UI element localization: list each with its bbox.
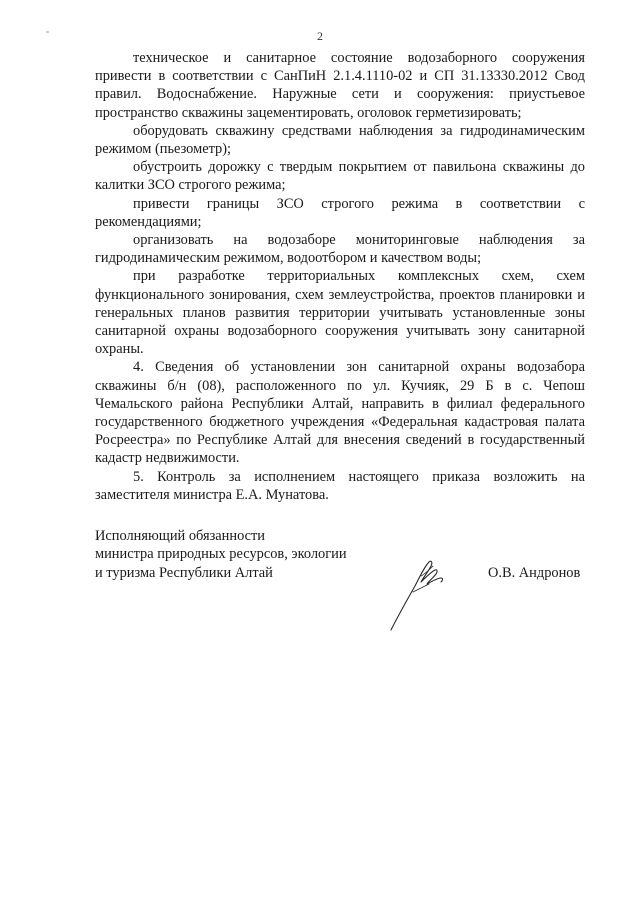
handwritten-signature xyxy=(385,556,455,632)
signatory-position-line: министра природных ресурсов, экологии xyxy=(95,546,347,563)
paragraph-path: обустроить дорожку с твердым покрытием от павильона скважины до калитки ЗСО строгого режима; xyxy=(95,159,585,194)
paragraph-control: 5. Контроль за исполнением настоящего приказа возложить на заместителя министра Е.А. Мунатова. xyxy=(95,468,585,503)
paragraph-condition: техническое и санитарное состояние водозаборного сооружения привести в соответствии с СанПиН 2.1.4.1110-02 и СП 31.13330.2012 Свод правил. Водоснабжение. Наружные сети и сооружения: приустьевое пространство скважины зацементировать, оголовок герметизировать; xyxy=(95,50,585,121)
signatory-name: О.В. Андронов xyxy=(488,565,581,581)
signatory-position-line: Исполняющий обязанности xyxy=(95,528,266,544)
paragraph-planning: при разработке территориальных комплексных схем, схем функционального зонирования, схем землеустройства, проектов планировки и генеральных планов развития территории учитывать установленные зоны санитарной охраны водозаборного сооружения учитывать зону санитарной охраны. xyxy=(95,268,585,358)
paragraph-boundaries: привести границы ЗСО строгого режима в соответствии с рекомендациями; xyxy=(95,195,585,230)
document-body xyxy=(95,49,585,504)
paragraph-observations: организовать на водозаборе мониторинговые наблюдения за гидродинамическим режимом, водоотбором и качеством воды; xyxy=(95,232,585,267)
paragraph-cadastre: 4. Сведения об установлении зон санитарной охраны водозабора скважины б/н (08), расположенного по ул. Кучияк, 29 Б в с. Чепош Чемальского района Республики Алтай, направить в филиал федерального государственного бюджетного учреждения «Федеральная кадастровая палата Росреестра» по Республике Алтай для внесения сведений в государственный кадастр недвижимости. xyxy=(95,359,585,467)
paragraph-monitoring-equipment: оборудовать скважину средствами наблюдения за гидродинамическим режимом (пьезометр); xyxy=(95,122,585,158)
signatory-position xyxy=(95,527,347,582)
signatory-position-line: и туризма Республики Алтай xyxy=(95,564,273,581)
page-number: 2 xyxy=(317,29,323,43)
